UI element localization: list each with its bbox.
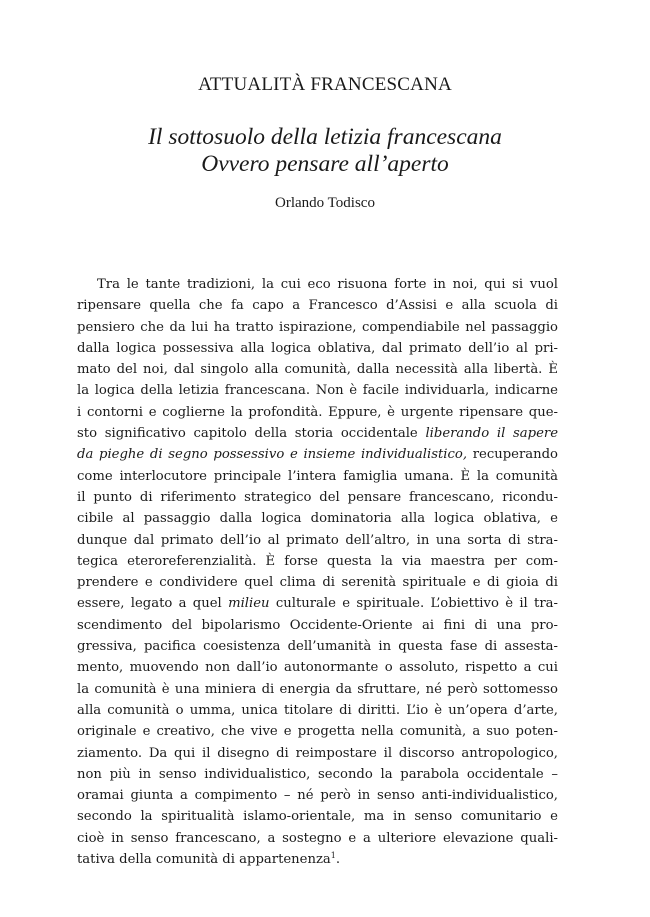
text-run: tativa della comunità di appartenenza <box>77 852 331 868</box>
footnote-marker[interactable]: 1 <box>330 851 336 861</box>
text-run: la comunità è una miniera di energia da sfruttare, né però sottomesso <box>77 681 558 697</box>
text-run: dalla logica possessiva alla logica oblativa, dal primato dell’io al pri- <box>77 340 558 356</box>
text-line <box>77 444 558 465</box>
text-line <box>77 593 558 614</box>
text-line <box>77 530 558 551</box>
article-subtitle-line-2: Ovvero pensare all’aperto <box>201 151 449 177</box>
text-run: . <box>335 852 341 868</box>
text-line <box>77 785 558 806</box>
article-title <box>0 124 650 178</box>
italic-text: da pieghe di segno possessivo e insieme individualistico, <box>77 447 468 463</box>
text-run: il punto di riferimento strategico del pensare francescano, ricondu- <box>77 489 558 505</box>
text-run: oramai giunta a compimento – né però in senso anti-individualistico, <box>77 788 558 804</box>
text-line <box>77 679 558 700</box>
text-line <box>77 743 558 764</box>
text-line <box>77 700 558 721</box>
text-run: ziamento. Da qui il disegno di reimpostare il discorso antropologico, <box>77 745 558 761</box>
text-line <box>77 487 558 508</box>
text-line <box>77 295 558 316</box>
text-line <box>77 828 558 849</box>
article-title-line-1: Il sottosuolo della letizia francescana <box>148 124 502 150</box>
text-line <box>77 721 558 742</box>
text-run: culturale e spirituale. L’obiettivo è il tra- <box>269 596 558 612</box>
text-line <box>77 466 558 487</box>
text-line <box>77 423 558 444</box>
italic-text: milieu <box>228 596 270 612</box>
text-run: tegica eteroreferenzialità. È forse questa la via maestra per com- <box>77 553 558 569</box>
text-run: prendere e condividere quel clima di serenità spirituale e di gioia di <box>77 575 558 591</box>
text-run: alla comunità o umma, unica titolare di diritti. L’io è un’opera d’arte, <box>77 702 558 718</box>
text-run: sto significativo capitolo della storia occidentale <box>77 426 426 442</box>
text-line <box>77 508 558 529</box>
text-run: ripensare quella che fa capo a Francesco d’Assisi e alla scuola di <box>77 298 558 314</box>
text-line <box>77 806 558 827</box>
text-run: mento, muovendo non dall’io autonormante o assoluto, rispetto a cui <box>77 660 558 676</box>
text-line <box>77 636 558 657</box>
text-line <box>77 764 558 785</box>
body-paragraph <box>77 274 558 870</box>
text-line <box>77 572 558 593</box>
text-line <box>77 402 558 423</box>
text-run: essere, legato a quel <box>77 596 229 612</box>
text-line <box>77 380 558 401</box>
text-line <box>77 338 558 359</box>
text-run: originale e creativo, che vive e progetta nella comunità, a suo poten- <box>77 724 558 740</box>
text-run: dunque dal primato dell’io al primato dell’altro, in una sorta di stra- <box>77 532 558 548</box>
text-line <box>77 615 558 636</box>
text-line <box>77 551 558 572</box>
text-run: Tra le tante tradizioni, la cui eco risuona forte in noi, qui si vuol <box>97 277 558 292</box>
text-run: cibile al passaggio dalla logica dominatoria alla logica oblativa, e <box>77 511 558 527</box>
text-run: pensiero che da lui ha tratto ispirazione, compendiabile nel passaggio <box>77 319 558 335</box>
text-run: mato del noi, dal singolo alla comunità, dalla necessità alla libertà. È <box>77 362 558 378</box>
section-title: ATTUALITÀ FRANCESCANA <box>198 74 452 95</box>
text-run: gressiva, pacifica coesistenza dell’umanità in questa fase di assesta- <box>77 639 558 655</box>
text-run: secondo la spiritualità islamo-orientale, ma in senso comunitario e <box>77 809 558 825</box>
text-run: scendimento del bipolarismo Occidente-Oriente ai fini di una pro- <box>77 617 558 633</box>
text-run: cioè in senso francescano, a sostegno e a ulteriore elevazione quali- <box>77 830 558 846</box>
text-line <box>77 657 558 678</box>
text-line <box>77 274 558 295</box>
italic-text: liberando il sapere <box>425 426 558 442</box>
text-run: come interlocutore principale l’intera famiglia umana. È la comunità <box>77 468 558 484</box>
text-run: non più in senso individualistico, secondo la parabola occidentale – <box>77 766 558 782</box>
text-run: i contorni e coglierne la profondità. Eppure, è urgente ripensare que- <box>77 404 558 420</box>
text-line <box>77 359 558 380</box>
text-run: recuperando <box>467 447 558 463</box>
text-run: la logica della letizia francescana. Non è facile individuarla, indicarne <box>77 383 558 399</box>
author-name: Orlando Todisco <box>275 195 375 211</box>
text-line <box>77 317 558 338</box>
text-line <box>77 849 558 870</box>
